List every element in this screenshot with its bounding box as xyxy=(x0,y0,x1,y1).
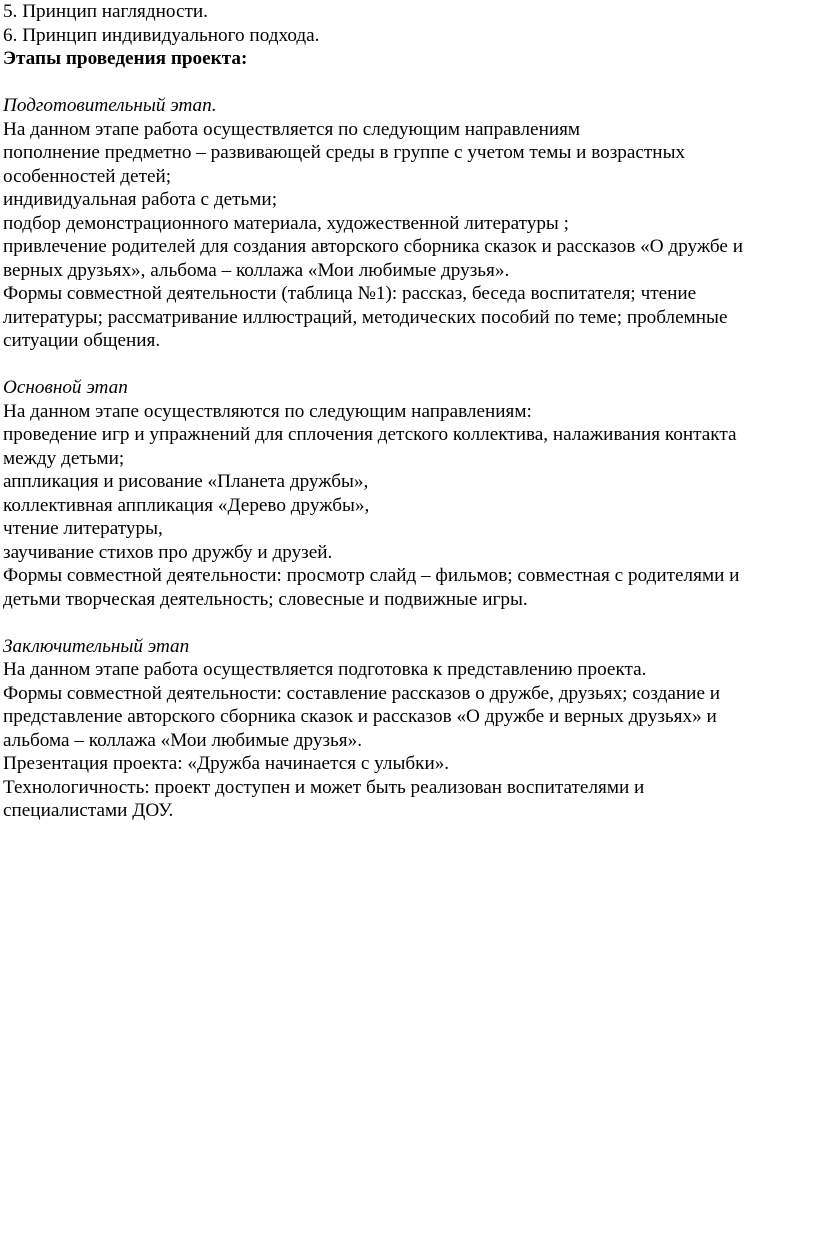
main-stage-line: между детьми; xyxy=(3,447,125,469)
final-stage-line: Технологичность: проект доступен и может быть реализован воспитателями и xyxy=(3,776,645,798)
prep-stage-line: верных друзьях», альбома – коллажа «Мои любимые друзья». xyxy=(3,259,510,281)
main-stage-line: коллективная аппликация «Дерево дружбы», xyxy=(3,494,370,516)
paragraph-spacer xyxy=(3,71,811,95)
prep-stage-line: пополнение предметно – развивающей среды в группе с учетом темы и возрастных xyxy=(3,142,686,163)
main-stage-line: Формы совместной деятельности: просмотр слайд – фильмов; совместная с родителями и xyxy=(3,565,740,586)
final-stage-line: представление авторского сборника сказок и рассказов «О дружбе и верных друзьях» и xyxy=(3,706,717,727)
main-stage-line: чтение литературы, xyxy=(3,518,163,539)
prep-stage-line: Формы совместной деятельности (таблица №1): рассказ, беседа воспитателя; чтение xyxy=(3,283,697,304)
prep-stage-line: индивидуальная работа с детьми; xyxy=(3,189,278,210)
final-stage-title: Заключительный этап xyxy=(3,635,190,657)
main-stage-line: проведение игр и упражнений для сплочения детского коллектива, налаживания контакта xyxy=(3,424,737,445)
main-stage-line: аппликация и рисование «Планета дружбы», xyxy=(3,471,369,492)
principle-item: 6. Принцип индивидуального подхода. xyxy=(3,24,320,46)
final-stage-line: Презентация проекта: «Дружба начинается с улыбки». xyxy=(3,753,450,774)
prep-stage-line: ситуации общения. xyxy=(3,330,161,351)
main-stage-line: заучивание стихов про дружбу и друзей. xyxy=(3,541,333,563)
prep-stage-line: особенностей детей; xyxy=(3,165,172,187)
prep-stage-line: подбор демонстрационного материала, художественной литературы ; xyxy=(3,212,569,234)
paragraph-spacer xyxy=(3,611,811,635)
prep-stage-line: литературы; рассматривание иллюстраций, методических пособий по теме; проблемные xyxy=(3,306,728,328)
paragraph-spacer xyxy=(3,353,811,377)
main-stage-title: Основной этап xyxy=(3,377,128,398)
document-body xyxy=(3,0,811,823)
stages-heading: Этапы проведения проекта: xyxy=(3,48,248,69)
prep-stage-line: На данном этапе работа осуществляется по следующим направлениям xyxy=(3,118,581,140)
final-stage-line: специалистами ДОУ. xyxy=(3,800,174,821)
prep-stage-title: Подготовительный этап. xyxy=(3,95,217,116)
main-stage-line: На данном этапе осуществляются по следующим направлениям: xyxy=(3,400,532,422)
prep-stage-line: привлечение родителей для создания авторского сборника сказок и рассказов «О дружбе и xyxy=(3,236,743,257)
final-stage-line: На данном этапе работа осуществляется подготовка к представлению проекта. xyxy=(3,659,647,680)
final-stage-line: Формы совместной деятельности: составление рассказов о дружбе, друзьях; создание и xyxy=(3,682,721,704)
principle-item: 5. Принцип наглядности. xyxy=(3,1,208,22)
main-stage-line: детьми творческая деятельность; словесные и подвижные игры. xyxy=(3,588,528,610)
final-stage-line: альбома – коллажа «Мои любимые друзья». xyxy=(3,729,363,751)
